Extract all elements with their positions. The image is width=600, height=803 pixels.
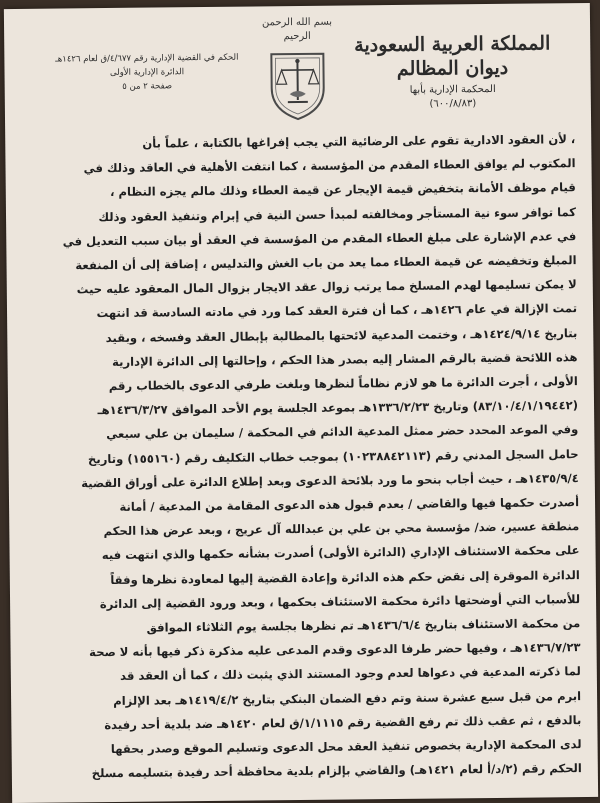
text-line: في عدم الإشارة على مبلغ العطاء المقدم من المؤسسة في العقد أو بيان سبب التعديل في (36, 224, 576, 254)
case-reference-block (44, 51, 249, 95)
text-line: من محكمة الاستئناف بتاريخ ١٤٣٦/٦/٤هـ تم نظرها بجلسة يوم الثلاثاء الموافق (40, 611, 580, 641)
text-line: لا يمكن تسليمها لهدم المسلخ مما يرتب زوال عقد الايجار بزوال المال المعقود عليه حيث (37, 272, 577, 302)
text-line: حامل السجل المدني رقم (١٠٢٣٨٨٤٢١١٣) بموجب خطاب التكليف رقم (١٥٥١٦٠) وتاريخ (38, 442, 578, 472)
case-reference: الحكم في القضية الإدارية رقم ٤/٦٧٧/ق لعام ١٤٢٦هـ (44, 51, 249, 67)
text-line: أصدرت حكمها فيها والقاضي / بعدم قبول هذه الدعوى المقامة من المدعية / أمانة (39, 490, 579, 520)
text-line: للأسباب التي أوضحتها دائرة محكمة الاستئناف بحكمها ، وبعد ورود القضية إلى الدائرة (40, 587, 580, 617)
text-line: الأولى ، أجرت الدائرة ما هو لازم نظاماً لنظرها وبلغت طرفي الدعوى بالخطاب رقم (38, 369, 578, 399)
text-line: كما توافر سوء نية المستأجر ومخالفته لمبدأ حسن النية في إبرام وتنفيذ العقود وذلك (36, 200, 576, 230)
text-line: لما ذكرته المدعية في دعواها لعدم وجود المستند الذي يثبت ذلك ، كما أن العقد قد (41, 660, 581, 690)
text-line: على محكمة الاستئناف الإداري (الدائرة الأولى) أصدرت بشأنه حكمها والذي انتهت فيه (39, 539, 579, 569)
text-line: بتاريخ ١٤٢٤/٩/١٤هـ ، وختمت المدعية لائحتها بالمطالبة بإبطال العقد وفسخه ، وبقيد (37, 321, 577, 351)
circuit-name: الدائرة الإدارية الأولى (44, 65, 249, 81)
basmala-text: بسم الله الرحمن الرحيم (249, 16, 345, 45)
text-line: الدائرة الموقرة إلى نقض حكم هذه الدائرة وإعادة القضية إليها لمعاودة نظرها وفقاً (40, 563, 580, 593)
text-line: منطقة عسير، ضد/ مؤسسة محي بن علي بن عبدالله آل عريج ، وبعد عرض هذا الحكم (39, 514, 579, 544)
text-line: ابرم من قبل سبع عشرة سنة وتم دفع الضمان البنكي بتاريخ ١٤١٩/٤/٢هـ بعد الإلزام (41, 684, 581, 714)
judgment-body (35, 127, 582, 786)
scales-of-justice-emblem-icon (265, 48, 330, 123)
letterhead-emblem (249, 16, 346, 113)
document-page (4, 3, 598, 803)
text-line: تمت الإزالة في عام ١٤٢٦هـ ، كما أن فترة العقد كما ورد في مادته السادسة قد انتهت (37, 297, 577, 327)
text-line: المبلغ وتخفيضه عن قيمة العطاء مما يعد من باب الغش والتدليس ، إضافة إلى أن المنفعة (36, 248, 576, 278)
text-line: (٨٣/١٠/٤/١/١٩٤٤٢) وتاريخ ١٣٣٦/٢/٢٣هـ بموعد الجلسة يوم الأحد الموافق ١٤٣٦/٣/٢٧هـ (38, 393, 578, 423)
text-line: المكتوب لم يوافق العطاء المقدم من المؤسسة ، كما انتفت الأهلية في العاقد وذلك في (35, 151, 575, 181)
text-line: الحكم رقم (٢/د/أ لعام ١٤٢١هـ) والقاضي بإلزام بلدية محافظة أحد رفيدة بتسليمه مسلخ (42, 756, 582, 786)
kingdom-name: المملكة العربية السعودية (342, 31, 562, 57)
diwan-name: ديوان المظالم (342, 55, 562, 81)
text-line: هذه اللائحة قضية بالرقم المشار إليه بصدر هذا الحكم ، وإحالتها إلى الدائرة الإدارية (37, 345, 577, 375)
letterhead (4, 3, 591, 129)
text-line: ١٤٣٥/٩/٤هـ ، حيث أجاب بنحو ما ورد بلائحة الدعوى وبعد إطلاع الدائرة على أوراق القضية (39, 466, 579, 496)
court-name: المحكمة الإدارية بأبها (343, 81, 563, 98)
text-line: وفي الموعد المحدد حضر ممثل المدعية الدائم في المحكمة / سليمان بن علي سبعي (38, 418, 578, 448)
text-line: قيام موظف الأمانة بتخفيض قيمة الإيجار عن قيمة العطاء وذلك مالم يجزه النظام ، (36, 176, 576, 206)
form-code: (٦٠٠/٨/٨٣) (343, 96, 563, 112)
text-line: ١٤٣٦/٧/٢٣هـ ، وفيها حضر طرفا الدعوى وقدم المدعى عليه مذكرة ذكر فيها بأنه لا صحة (40, 635, 580, 665)
page-number: صفحة ٢ من ٥ (45, 79, 250, 95)
text-line: لدى المحكمة الإدارية بخصوص تنفيذ العقد محل الدعوى وتسليم الموقع وصدر بحقها (41, 732, 581, 762)
letterhead-institution (342, 31, 563, 112)
text-line: ، لأن العقود الادارية تقوم على الرضائية التي يجب إفراغها بالكتابة ، علماً بأن (35, 127, 575, 157)
text-line: بالدفع ، ثم عقب ذلك تم رفع القضية رقم ١/١١١٥/ق لعام ١٤٢٠هـ ضد بلدية أحد رفيدة (41, 708, 581, 738)
